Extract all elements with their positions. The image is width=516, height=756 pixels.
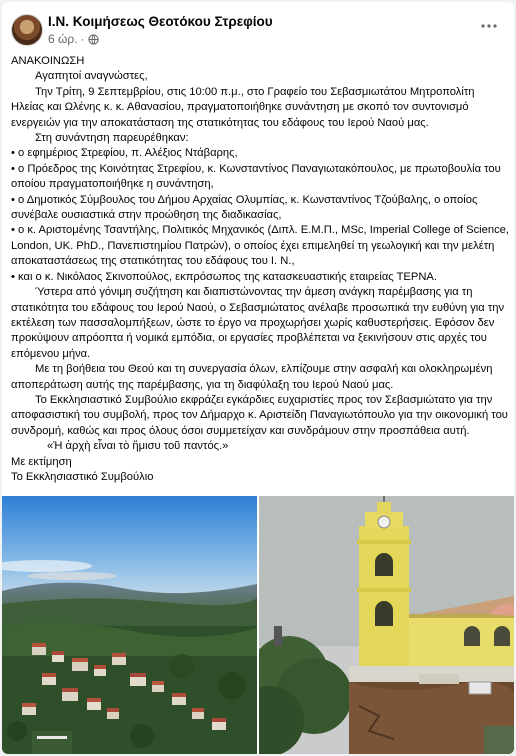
- paragraph-5: Το Εκκλησιαστικό Συμβούλιο εκφράζει εγκάρδιες ευχαριστίες προς τον Σεβασμιώτατο για την αποφασιστική του συμβολή, προς τον Δήμαρχο κ. Αριστείδη Παναγιωτόπουλο για την οικονομική του συνδρομή, καθώς και προς όλους όσοι συμμετείχαν και συνδράμουν στην προσπάθεια αυτή.: [11, 393, 512, 437]
- bullet-1: • ο εφημέριος Στρεφίου, π. Αλέξιος Ντάβαρης,: [11, 147, 238, 160]
- page-avatar[interactable]: [11, 14, 43, 46]
- post-card: [2, 2, 514, 754]
- church-bell-tower-photo[interactable]: [259, 496, 514, 754]
- closing: Με εκτίμηση: [11, 455, 72, 468]
- signature: Το Εκκλησιαστικό Συμβούλιο: [11, 470, 154, 483]
- greeting: Αγαπητοί αναγνώστες,: [35, 70, 148, 83]
- village-aerial-photo[interactable]: [2, 496, 257, 754]
- photo-grid: [2, 496, 514, 754]
- post-header: [2, 2, 514, 54]
- meta-separator: ·: [80, 32, 85, 46]
- post-meta: [48, 32, 99, 46]
- bullet-5: • και ο κ. Νικόλαος Σκινοπούλος, εκπρόσωπος της κατασκευαστικής εταιρείας ΤΕΡΝΑ.: [11, 270, 437, 283]
- more-options-icon[interactable]: [478, 19, 500, 33]
- quote: «Ἡ ἀρχὴ εἶναι τὸ ἥμισυ τοῦ παντός.»: [47, 440, 229, 453]
- announcement-heading: ΑΝΑΚΟΙΝΩΣΗ: [11, 55, 85, 67]
- paragraph-4: Με τη βοήθεια του Θεού και τη συνεργασία όλων, ελπίζουμε στην ασφαλή και ολοκληρωμένη αποπεράτωση αυτής της παρέμβασης, για τη διαφύλαξη του Ιερού Ναού μας.: [11, 363, 496, 391]
- post-time-link[interactable]: 6 ώρ.: [48, 32, 78, 46]
- post-text: [11, 54, 513, 485]
- bullet-4: • ο κ. Αριστομένης Τσαντήλης, Πολιτικός Μηχανικός (Διπλ. Ε.Μ.Π., MSc, Imperial College of Science, London, UK. PhD., Πανεπιστημίου Πατρών), ο οποίος έχει επιμεληθεί τη γεωλογική και την μελέτη αποκαταστάσεως της στατικότητας του εδάφους του Ι. Ν.,: [11, 224, 513, 268]
- paragraph-1: Την Τρίτη, 9 Σεπτεμβρίου, στις 10:00 π.μ., στο Γραφείο του Σεβασμιωτάτου Μητροπολίτη Ηλείας και Ωλένης κ. κ. Αθανασίου, πραγματοποιήθηκε συνάντηση με σκοπό τον συντονισμό ενεργειών για την αποκατάσταση της στατικότητας του εδάφους του Ιερού Ναού μας.: [11, 85, 478, 129]
- paragraph-3: Ύστερα από γόνιμη συζήτηση και διαπιστώνοντας την άμεση ανάγκη παρέμβασης για τη στατικότητα του εδάφους του Ιερού Ναού, ο Σεβασμιώτατος ανέλαβε προσωπικά την ευθύνη για την εκτέλεση των πασσαλομπήξεων, ώστε το έργο να προχωρήσει χωρίς καθυστερήσεις. Εφόσον δεν προκύψουν απρόοπτα ή νομικά εμπόδια, οι εργασίες προβλέπεται να ξεκινήσουν στις αρχές του επόμενου μήνα.: [11, 286, 508, 360]
- globe-icon[interactable]: [88, 34, 99, 45]
- paragraph-2: Στη συνάντηση παρευρέθηκαν:: [35, 132, 189, 145]
- bullet-2: • ο Πρόεδρος της Κοινότητας Στρεφίου, κ. Κωνσταντίνος Παναγιωτακόπουλος, με πρωτοβουλία του οποίου πραγματοποιήθηκε η συνάντηση,: [11, 162, 504, 191]
- bullet-3: • ο Δημοτικός Σύμβουλος του Δήμου Αρχαίας Ολυμπίας, κ. Κωνσταντίνος Τζούβαλης, ο οποίος συνέβαλε ουσιαστικά στην προώθηση της διαδικασίας,: [11, 193, 481, 222]
- page-name-link[interactable]: Ι.Ν. Κοιμήσεως Θεοτόκου Στρεφίου: [48, 14, 273, 29]
